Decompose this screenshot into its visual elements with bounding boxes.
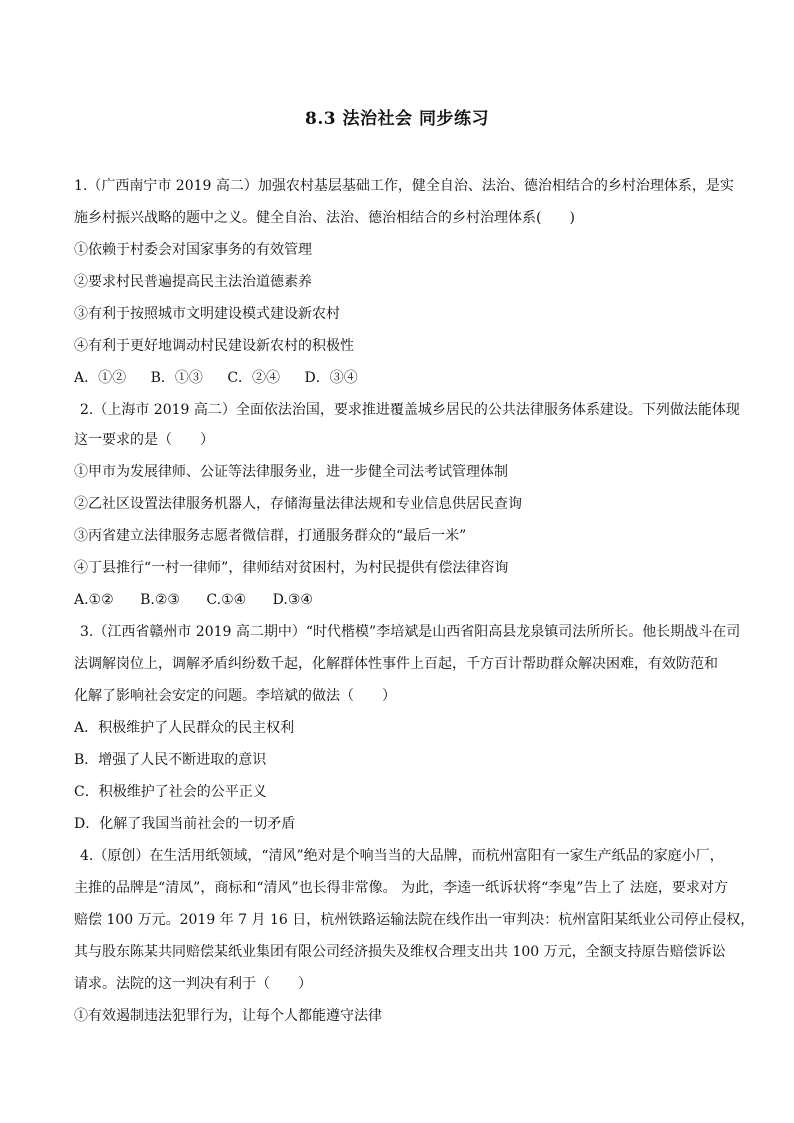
q2-option-b: B.②③ xyxy=(140,592,180,608)
q3-stem-line3: 化解了影响社会安定的问题。李培斌的做法（ ） xyxy=(74,688,396,704)
q1-item-2: ②要求村民普遍提高民主法治道德素养 xyxy=(74,274,312,290)
q2-options xyxy=(74,590,734,610)
q3-option-d: D．化解了我国当前社会的一切矛盾 xyxy=(74,816,296,832)
q2-option-c: C.①④ xyxy=(206,592,247,608)
q3-option-b: B．增强了人民不断进取的意识 xyxy=(74,752,267,768)
q3-option-c: C．积极维护了社会的公平正义 xyxy=(74,784,267,800)
q1-option-c: C．②④ xyxy=(227,370,281,386)
q1-item-1: ①依赖于村委会对国家事务的有效管理 xyxy=(74,242,312,258)
q1-option-d: D．③④ xyxy=(304,370,358,386)
q1-option-a: A．①② xyxy=(74,370,127,386)
q1-stem-line2: 施乡村振兴战略的题中之义。健全自治、法治、德治相结合的乡村治理体系( ) xyxy=(74,210,575,226)
q2-option-a: A.①② xyxy=(74,592,114,608)
q2-stem-line1: 2.（上海市 2019 高二）全面依法治国，要求推进覆盖城乡居民的公共法律服务体系建设。下列做法能体现 xyxy=(80,402,740,418)
q1-item-3: ③有利于按照城市文明建设模式建设新农村 xyxy=(74,306,340,322)
q3-stem-line1: 3.（江西省赣州市 2019 高二期中）“时代楷模”李培斌是山西省阳高县龙泉镇司法所所长。他长期战斗在司 xyxy=(80,624,741,640)
q4-stem-line1: 4.（原创）在生活用纸领域，“清风”绝对是个响当当的大品牌，而杭州富阳有一家生产纸品的家庭小厂， xyxy=(80,848,724,864)
q2-item-1: ①甲市为发展律师、公证等法律服务业，进一步健全司法考试管理体制 xyxy=(74,464,508,480)
q4-stem-line4: 其与股东陈某共同赔偿某纸业集团有限公司经济损失及维权合理支出共 100 万元，全额支持原告赔偿诉讼 xyxy=(74,944,726,960)
q1-item-4: ④有利于更好地调动村民建设新农村的积极性 xyxy=(74,338,354,354)
q3-stem-line2: 法调解岗位上，调解矛盾纠纷数千起，化解群体性事件上百起，千方百计帮助群众解决困难，有效防范和 xyxy=(74,656,718,672)
q2-item-2: ②乙社区设置法律服务机器人，存储海量法律法规和专业信息供居民查询 xyxy=(74,496,522,512)
q4-stem-line2: 主推的品牌是“清凤”，商标和“清风”也长得非常像。 为此，李逵一纸诉状将“李鬼”告上了 法庭，要求对方 xyxy=(74,880,728,896)
q1-options xyxy=(74,368,734,388)
q1-stem-line1: 1.（广西南宁市 2019 高二）加强农村基层基础工作，健全自治、法治、德治相结合的乡村治理体系，是实 xyxy=(74,178,734,194)
q2-stem-line2: 这一要求的是（ ） xyxy=(74,432,214,448)
q4-stem-line3: 赔偿 100 万元。2019 年 7 月 16 日，杭州铁路运输法院在线作出一审判决：杭州富阳某纸业公司停止侵权， xyxy=(74,912,755,928)
q2-item-3: ③丙省建立法律服务志愿者微信群，打通服务群众的“最后一米” xyxy=(74,528,467,544)
q4-item-1: ①有效遏制违法犯罪行为，让每个人都能遵守法律 xyxy=(74,1008,382,1024)
q3-option-a: A．积极维护了人民群众的民主权利 xyxy=(74,720,295,736)
q1-option-b: B．①③ xyxy=(150,370,203,386)
q2-option-d: D.③④ xyxy=(272,592,313,608)
q4-stem-line5: 请求。法院的这一判决有利于（ ） xyxy=(74,976,312,992)
page-title: 8.3 法治社会 同步练习 xyxy=(305,109,489,129)
q2-item-4: ④丁县推行“一村一律师”，律师结对贫困村，为村民提供有偿法律咨询 xyxy=(74,560,509,576)
